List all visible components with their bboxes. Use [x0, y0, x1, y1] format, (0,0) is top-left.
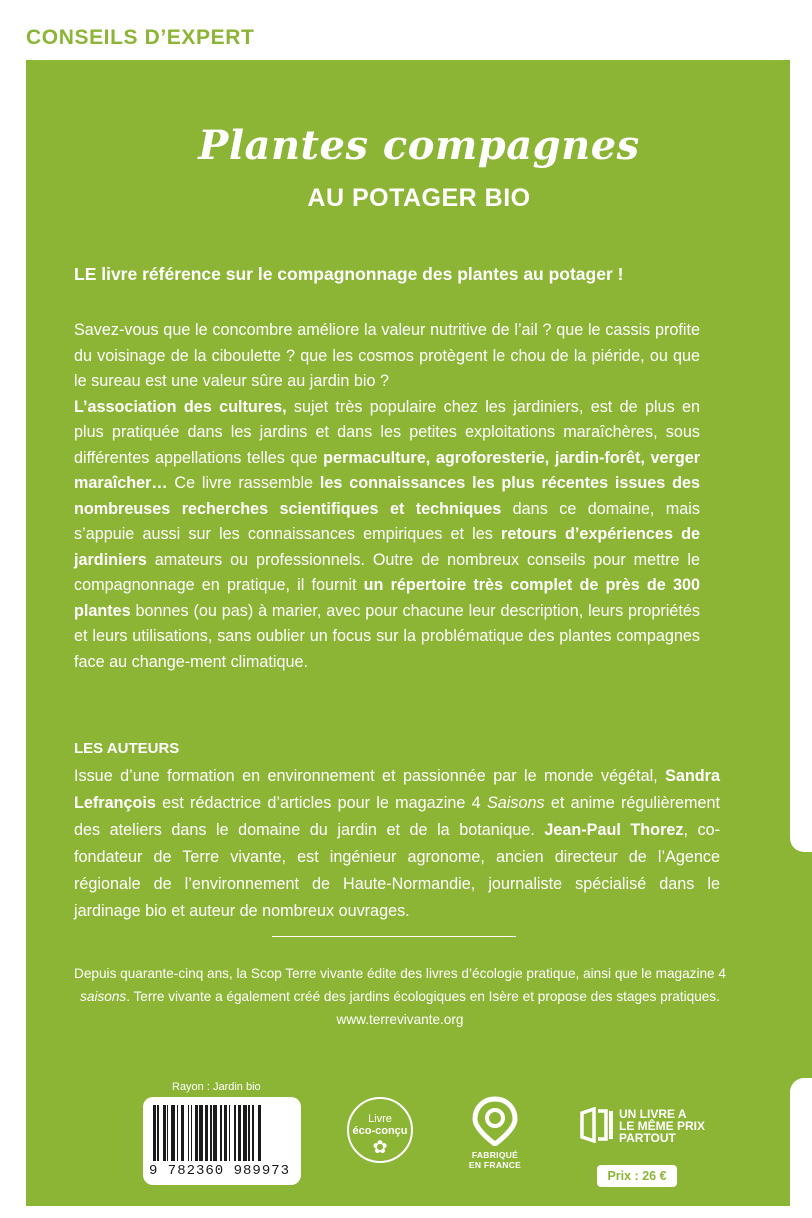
barcode-bar — [252, 1105, 253, 1161]
barcode-bar — [181, 1105, 184, 1161]
eco-label: Livre éco-conçu — [352, 1113, 408, 1137]
barcode-bar — [188, 1105, 189, 1161]
book-subtitle: AU POTAGER BIO — [307, 184, 531, 212]
publisher-url[interactable]: www.terrevivante.org — [336, 1012, 464, 1027]
barcode-bar — [229, 1105, 230, 1161]
isbn-number: 9 782360 989973 — [149, 1163, 291, 1179]
description-text: Savez-vous que le concombre améliore la valeur nutritive de l’ail ? que le cassis profite du voisinage de la ciboulette ? que les cosmos protègent le chou de la piéride, ou que le sureau est une valeur sûre au jardin bio ? L’association des cultures, sujet très populaire chez les jardiniers, est de plus en plus pratiquée dans les jardins et dans les petites exploitations maraîchères, sous différentes appellations telles que permaculture, agroforesterie, jardin-forêt, verger maraîcher… Ce livre rassemble les connaissances les plus récentes issues des nombreuses recherches scientifiques et techniques dans ce domaine, mais s’appuie aussi sur les connaissances empiriques et les retours d’expériences de jardiniers amateurs ou professionnels. Outre de nombreux conseils pour mettre le compagnonnage en pratique, il fournit un répertoire très complet de près de 300 plantes bonnes (ou pas) à marier, avec pour chacune leur description, leurs propriétés et leurs utilisations, sans oublier un focus sur la problématique des plantes compagnes face au change-ment climatique. — [74, 321, 701, 671]
book-title: Plantes compagnes — [198, 122, 640, 169]
eco-designed-logo — [347, 1097, 413, 1163]
barcode-bar — [213, 1105, 217, 1161]
same-price-label: UN LIVRE A LE MÊME PRIX PARTOUT — [619, 1107, 706, 1145]
divider — [272, 936, 516, 937]
barcode-bars — [153, 1105, 289, 1161]
barcode-bar — [199, 1105, 203, 1161]
page-notch-bottom — [790, 1078, 812, 1218]
book-price-logo-icon — [580, 1107, 614, 1143]
barcode-bar — [234, 1105, 235, 1161]
barcode-bar — [220, 1105, 221, 1161]
barcode-bar — [258, 1105, 261, 1161]
barcode-bar — [205, 1105, 208, 1161]
barcode-bar — [238, 1105, 241, 1161]
barcode-bar — [167, 1105, 168, 1161]
barcode-bar — [248, 1105, 249, 1161]
barcode-bar — [157, 1105, 158, 1161]
barcode-bar — [191, 1105, 192, 1161]
location-pin-icon — [470, 1096, 520, 1146]
barcode-bar — [171, 1105, 175, 1161]
barcode-bar — [195, 1105, 198, 1161]
isbn-barcode — [143, 1097, 301, 1185]
series-label: CONSEILS D’EXPERT — [26, 26, 255, 49]
lead-sentence: LE livre référence sur le compagnonnage des plantes au potager ! — [74, 264, 624, 284]
shelf-category: Rayon : Jardin bio — [172, 1081, 261, 1093]
barcode-bar — [210, 1105, 211, 1161]
authors-heading: LES AUTEURS — [74, 740, 180, 757]
publisher-text: Depuis quarante-cinq ans, la Scop Terre vivante édite des livres d’écologie pratique, ainsi que le magazine 4 saisons. Terre vivante a également créé des jardins écologiques en Isère et propose des stages pratiques. www.terrevivante.org — [74, 966, 726, 1027]
price-tag: Prix : 26 € — [597, 1165, 677, 1187]
made-in-france-label: FABRIQUÉ EN FRANCE — [468, 1150, 522, 1170]
flower-icon: ✿ — [372, 1137, 388, 1157]
authors-text: Issue d’une formation en environnement et passionnée par le monde végétal, Sandra Lefrançois est rédactrice d’articles pour le magazine 4 Saisons et anime régulièrement des ateliers dans le domaine du jardin et de la botanique. Jean-Paul Thorez, co-fondateur de Terre vivante, est ingénieur agronome, ancien directeur de l’Agence régionale de l’environnement de Haute-Normandie, journaliste spécialisé dans le jardinage bio et auteur de nombreux ouvrages. — [74, 767, 720, 920]
barcode-bar — [163, 1105, 166, 1161]
barcode-bar — [243, 1105, 247, 1161]
barcode-bar — [224, 1105, 227, 1161]
barcode-bar — [177, 1105, 178, 1161]
barcode-bar — [153, 1105, 156, 1161]
